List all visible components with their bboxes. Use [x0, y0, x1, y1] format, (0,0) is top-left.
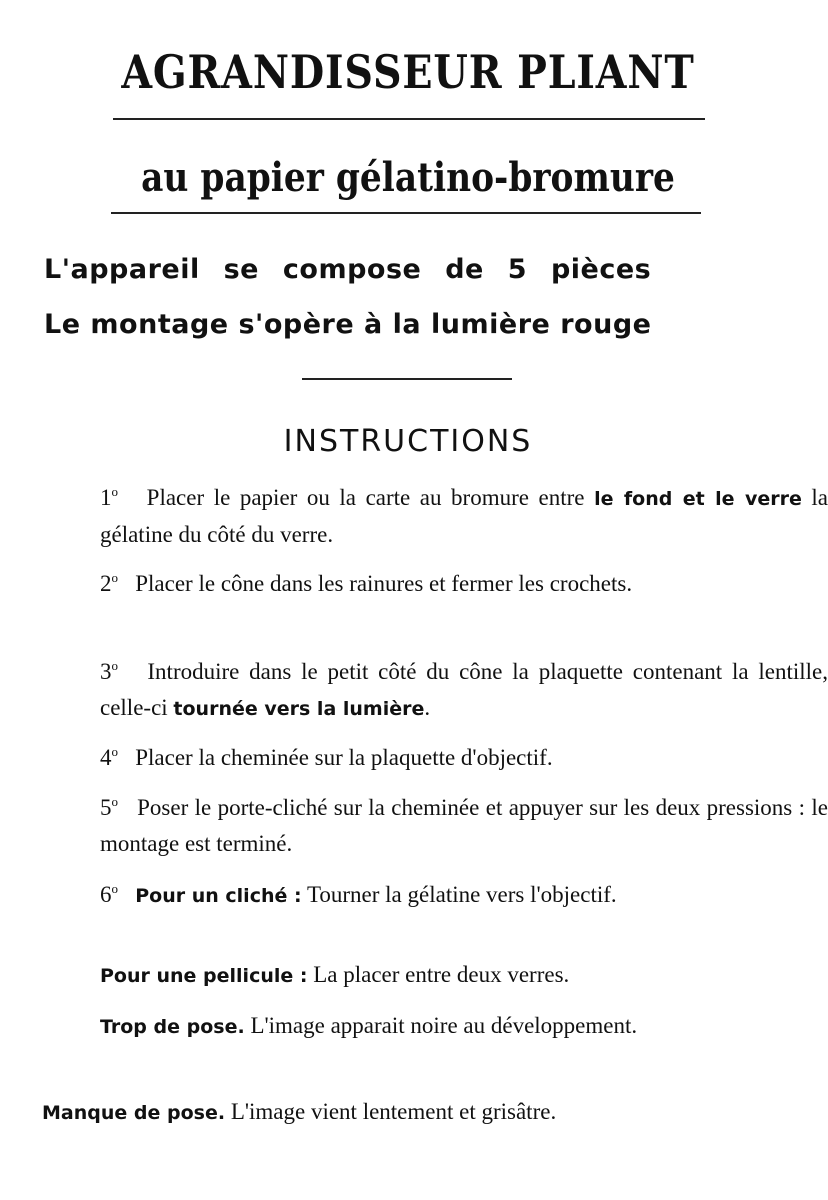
document-title: AGRANDISSEUR PLIANT [121, 45, 695, 99]
subtitle-underline [111, 212, 701, 214]
note-text: La placer entre deux verres. [313, 962, 570, 987]
document-subtitle: au papier gélatino-bromure [141, 154, 675, 201]
note-film [42, 957, 828, 994]
step-number: 4 [100, 745, 112, 770]
step-text: Poser le porte-cliché sur la cheminée et appuyer sur les deux pressions : le montage est terminé. [100, 795, 828, 856]
note-underexposure [42, 1094, 770, 1131]
note-label: Manque de pose. [42, 1102, 226, 1124]
step-text-end: la gélatine du côté du verre. [100, 485, 828, 547]
note-text: L'image vient lentement et grisâtre. [230, 1099, 557, 1124]
instructions-heading: INSTRUCTIONS [283, 424, 533, 459]
ordinal-mark: o [111, 570, 118, 585]
step-text: Placer le papier ou la carte au bromure entre [146, 485, 585, 510]
title-underline [113, 118, 705, 120]
step-emphasis: Pour un cliché : [135, 885, 302, 907]
step-text: Placer le cône dans les rainures et fermer les crochets. [135, 571, 633, 596]
ordinal-mark: o [111, 658, 118, 673]
step-text-end: . [424, 695, 431, 720]
note-text: L'image apparait noire au développement. [250, 1013, 638, 1038]
instruction-step-3 [42, 648, 828, 727]
step-text-end: Tourner la gélatine vers l'objectif. [306, 882, 617, 907]
note-overexposure [42, 1008, 828, 1045]
step-emphasis: tournée vers la lumière [173, 698, 425, 720]
ordinal-mark: o [111, 484, 118, 499]
ordinal-mark: o [111, 744, 118, 759]
step-number: 6 [100, 882, 112, 907]
section-divider [302, 378, 512, 380]
note-label: Trop de pose. [100, 1016, 245, 1038]
intro-line-parts: L'appareil se compose de 5 pièces [44, 254, 652, 285]
instruction-step-6 [42, 871, 828, 914]
instruction-step-1 [42, 474, 828, 553]
ordinal-mark: o [111, 881, 118, 896]
instruction-step-2 [42, 560, 828, 602]
intro-line-red-light: Le montage s'opère à la lumière rouge [44, 309, 652, 340]
instruction-step-4 [42, 734, 828, 776]
step-emphasis: le fond et le verre [594, 488, 802, 510]
step-text: Placer la cheminée sur la plaquette d'objectif. [135, 745, 553, 770]
ordinal-mark: o [111, 794, 118, 809]
note-label: Pour une pellicule : [100, 965, 308, 987]
step-number: 5 [100, 795, 112, 820]
step-text: Introduire dans le petit côté du cône la plaquette contenant la lentille, celle-ci [100, 659, 828, 720]
step-number: 1 [100, 485, 112, 510]
step-number: 3 [100, 659, 112, 684]
step-number: 2 [100, 571, 112, 596]
instruction-step-5 [42, 784, 828, 862]
